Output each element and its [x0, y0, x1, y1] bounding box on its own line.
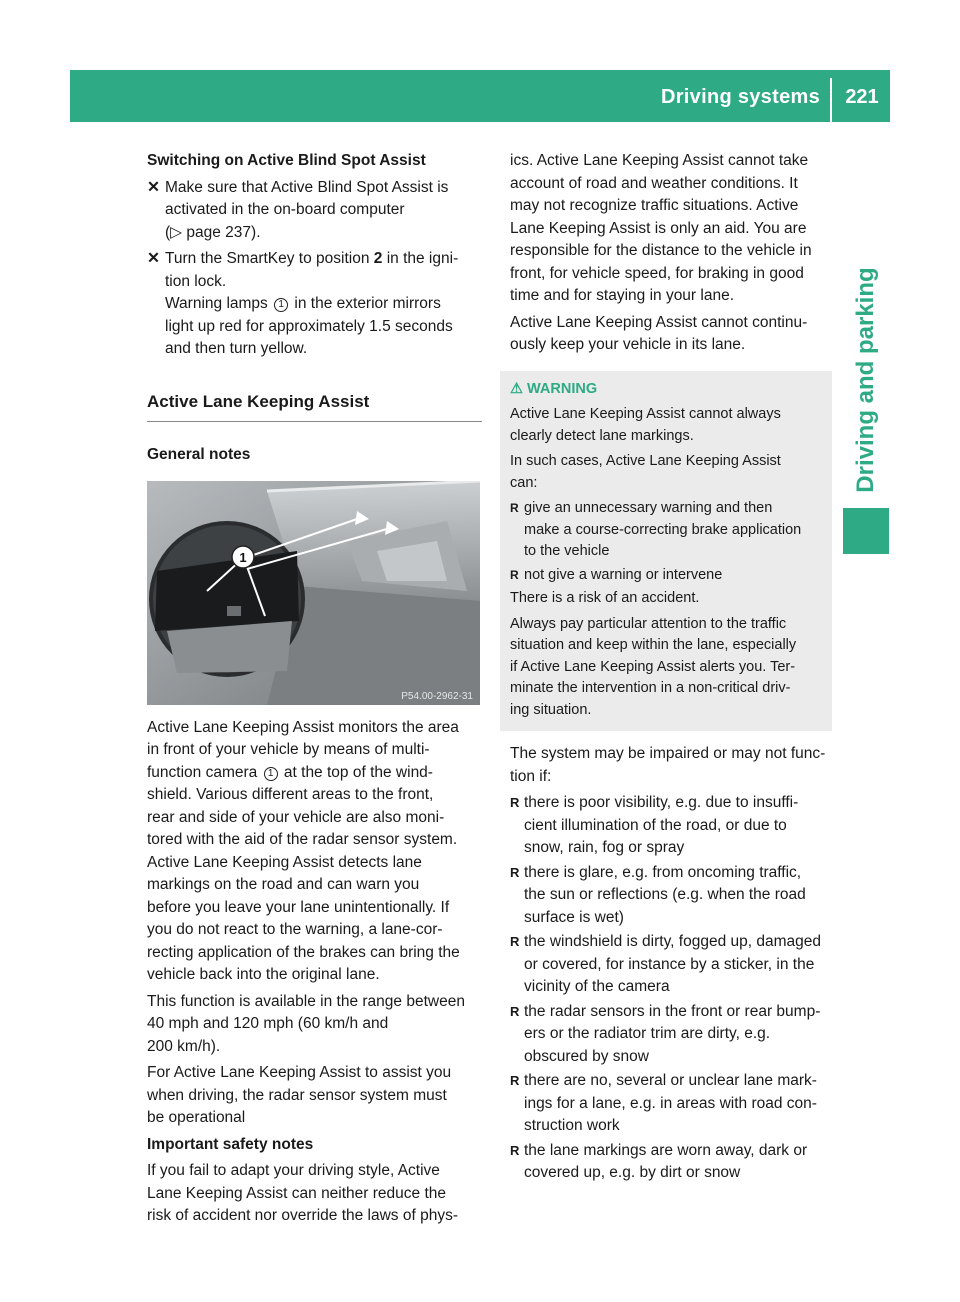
step-text: Make sure that Active Blind Spot Assist is	[165, 178, 449, 196]
lane-keeping-limitation: Active Lane Keeping Assist cannot continu- ously keep your vehicle in its lane.	[510, 313, 808, 353]
list-item: R the radar sensors in the front or rear bump- ers or the radiator trim are dirty, e.g. obscured by snow	[510, 1002, 821, 1065]
risk-statement: There is a risk of an accident.	[510, 590, 700, 606]
safety-paragraph: If you fail to adapt your driving style, Active Lane Keeping Assist can neither reduce the risk of accident nor override the laws of phys-	[147, 1162, 458, 1224]
warning-box: ⚠ WARNING Active Lane Keeping Assist cannot always clearly detect lane markings. In such cases, Active Lane Keeping Assist can: R give an unnecessary warning and then make a course-correcting brake application to the vehicle R not give a warning or intervene There is a risk of an accident. Always pay particular attention to the traffic situation and keep within the lane, especially if Active Lane Keeping Assist alerts you. Ter- minate the intervention in a non-critical driv- ing situation.	[500, 371, 832, 732]
bullet-icon: R	[510, 1003, 520, 1019]
description-paragraph: Active Lane Keeping Assist monitors the area in front of your vehicle by means of multi- function camera 1 at the top of the wind- shield. Various different areas to the front, rear and side of your vehicle are also moni- tored with the aid of the radar sensor system. Active Lane Keeping Assist detects lane markings on the road and can warn you before you leave your lane unintentionally. If you do not react to the warning, a lane-cor- recting application of the brakes can bring the vehicle back into the original lane.	[147, 718, 460, 983]
list-item: R not give a warning or intervene	[510, 565, 824, 587]
step-text: tion lock.	[165, 272, 227, 290]
speed-range-paragraph: This function is available in the range between 40 mph and 120 mph (60 km/h and 200 km/h).	[147, 992, 465, 1055]
step-text: Turn the SmartKey to position 2 in the igni-	[165, 250, 459, 267]
bullet-icon: R	[510, 1142, 520, 1158]
switching-heading: Switching on Active Blind Spot Assist	[147, 152, 426, 169]
page-reference: (▷ page 237).	[165, 223, 261, 241]
step-text: and then turn yellow.	[165, 340, 308, 357]
safety-paragraph-continued: ics. Active Lane Keeping Assist cannot take account of road and weather conditions. It may not recognize traffic situations. Active Lane Keeping Assist is only an aid. You are responsible for the distance to the vehicle in front, for vehicle speed, for braking in good time and for staying in your lane.	[510, 152, 812, 304]
section-heading: Active Lane Keeping Assist	[147, 391, 482, 423]
chapter-tab-label: Driving and parking	[852, 267, 879, 493]
right-column	[510, 150, 833, 1187]
left-column	[147, 150, 482, 1228]
bullet-icon: R	[510, 864, 520, 880]
warning-title: ⚠ WARNING	[510, 380, 598, 397]
list-item: R there are no, several or unclear lane mark- ings for a lane, e.g. in areas with road con- struction work	[510, 1072, 817, 1134]
instruction-step	[147, 248, 482, 361]
list-item: R the windshield is dirty, fogged up, damaged or covered, for instance by a sticker, in the vicinity of the camera	[510, 933, 821, 995]
bullet-icon: R	[510, 1073, 520, 1088]
step-text: activated in the on-board computer	[165, 201, 405, 218]
radar-paragraph: For Active Lane Keeping Assist to assist you when driving, the radar sensor system must be operational	[147, 1064, 452, 1126]
bullet-icon: R	[510, 567, 519, 582]
step-arrow-icon: ✕	[147, 178, 160, 196]
step-text: Warning lamps 1 in the exterior mirrors	[165, 295, 441, 312]
figure-code: P54.00-2962-31	[401, 690, 473, 702]
instruction-step	[147, 177, 482, 245]
callout-1-icon: 1	[264, 767, 278, 781]
impairment-intro: The system may be impaired or may not func- tion if:	[510, 745, 826, 785]
list-item: R give an unnecessary warning and then make a course-correcting brake application to the vehicle	[510, 500, 802, 559]
bullet-icon: R	[510, 795, 520, 810]
chapter-marker	[843, 508, 889, 554]
step-text: light up red for approximately 1.5 seconds	[165, 317, 453, 335]
figure-illustration	[147, 481, 480, 705]
list-item: R the lane markings are worn away, dark or covered up, e.g. by dirt or snow	[510, 1141, 808, 1181]
general-notes-heading: General notes	[147, 446, 251, 463]
warning-triangle-icon: ⚠	[510, 380, 523, 397]
callout-1-icon: 1	[274, 298, 288, 312]
page-number: 221	[845, 86, 879, 108]
list-item: R there is glare, e.g. from oncoming traffic, the sun or reflections (e.g. when the road surface is wet)	[510, 863, 806, 926]
header-divider	[830, 78, 832, 122]
section-title: Driving systems	[660, 86, 820, 108]
step-arrow-icon: ✕	[147, 250, 160, 267]
list-item: R there is poor visibility, e.g. due to insuffi- cient illumination of the road, or due to snow, rain, fog or spray	[510, 794, 799, 856]
figure-callout-1: 1	[239, 549, 247, 565]
bullet-icon: R	[510, 934, 520, 949]
important-safety-heading: Important safety notes	[147, 1135, 314, 1153]
bullet-icon: R	[510, 501, 519, 515]
windshield-camera-figure	[147, 481, 480, 705]
